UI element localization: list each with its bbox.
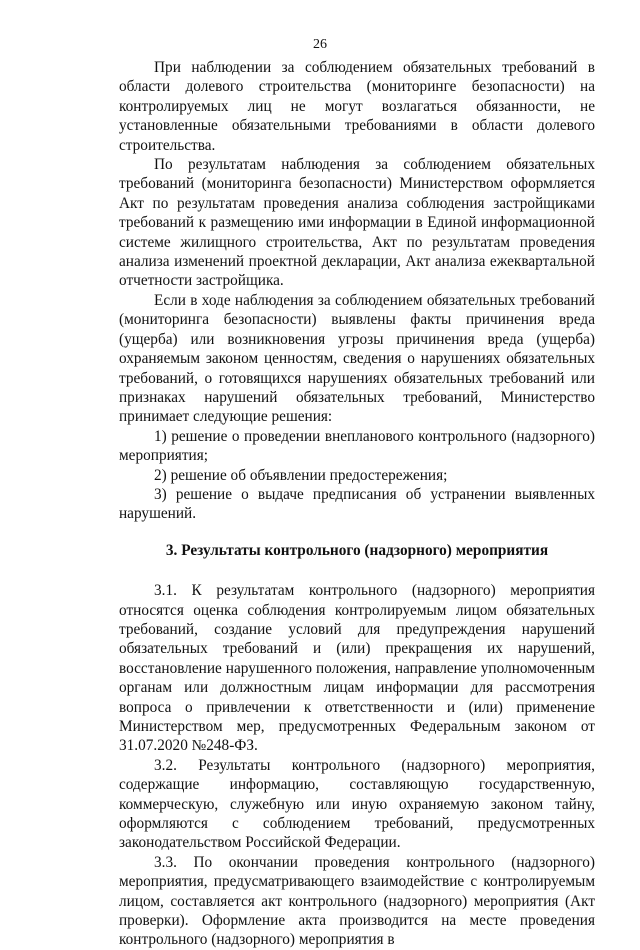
decision-item: 1) решение о проведении внепланового контрольного (надзорного) мероприятия; (119, 427, 595, 465)
paragraph: Если в ходе наблюдения за соблюдением обязательных требований (мониторинга безопасности) выявлены факты причинения вреда (ущерба) или возникновения угрозы причинения вреда (ущерба) охраняемым законом ценностям, сведения о нарушениях обязательных требований, о готовящихся нарушениях обязательных требований или признаках нарушений обязательных требований, Министерство принимает следующие решения: (119, 291, 595, 426)
paragraph: 3.2. Результаты контрольного (надзорного) мероприятия, содержащие информацию, составляющую государственную, коммерческую, служебную или иную охраняемую законом тайну, оформляются с соблюдением требований, предусмотренных законодательством Российской Федерации. (119, 756, 595, 852)
decision-item: 3) решение о выдаче предписания об устранении выявленных нарушений. (119, 485, 595, 523)
paragraph: 3.1. К результатам контрольного (надзорного) мероприятия относятся оценка соблюдения контролируемым лицом обязательных требований, создание условий для предупреждения нарушений обязательных требований и (или) прекращения их нарушений, восстановление нарушенного положения, направление уполномоченным органам или должностным лицам информации для рассмотрения вопроса о привлечении к ответственности и (или) применение Министерством мер, предусмотренных Федеральным законом от 31.07.2020 №248-ФЗ. (119, 582, 595, 755)
paragraph: 3.3. По окончании проведения контрольного (надзорного) мероприятия, предусматривающего взаимодействие с контролируемым лицом, составляется акт контрольного (надзорного) мероприятия (Акт проверки). Оформление акта производится на месте проведения контрольного (надзорного) мероприятия в (119, 853, 595, 949)
decision-item: 2) решение об объявлении предостережения; (154, 466, 448, 484)
page-number: 26 (313, 37, 327, 52)
document-body (119, 58, 595, 950)
paragraph: По результатам наблюдения за соблюдением обязательных требований (мониторинга безопасности) Министерством оформляется Акт по результатам проведения анализа соблюдения застройщиками требований к размещению ими информации в Единой информационной системе жилищного строительства, Акт по результатам проведения анализа изменений проектной декларации, Акт анализа ежеквартальной отчетности застройщика. (119, 156, 595, 290)
paragraph: При наблюдении за соблюдением обязательных требований в области долевого строительства (мониторинге безопасности) на контролируемых лиц не могут возлагаться обязанности, не установленные обязательными требованиями в области долевого строительства. (119, 59, 595, 154)
section-heading: 3. Результаты контрольного (надзорного) мероприятия (165, 541, 549, 559)
